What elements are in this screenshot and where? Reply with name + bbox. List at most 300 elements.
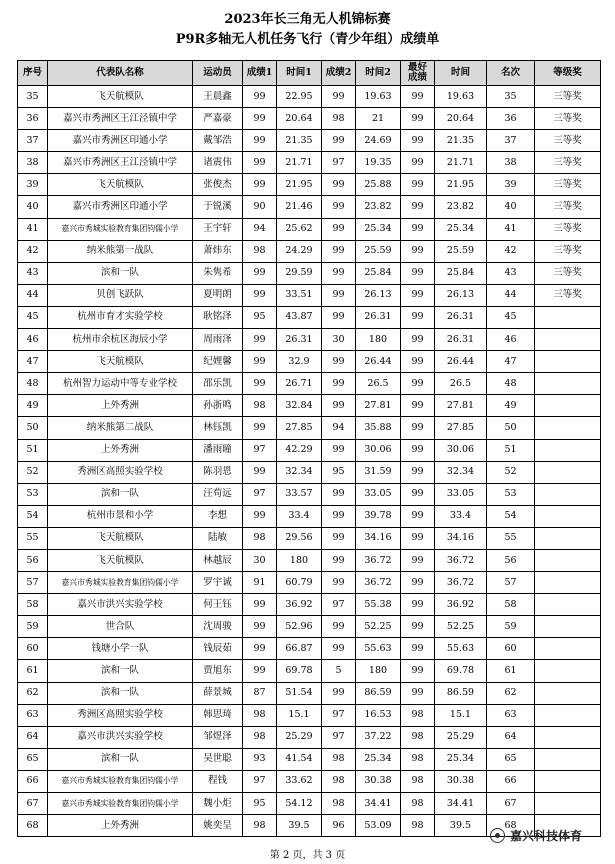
cell-rank-index: 53: [18, 483, 48, 505]
cell-score1: 30: [243, 549, 277, 571]
cell-best-time: 52.25: [435, 616, 487, 638]
cell-score2: 98: [322, 748, 356, 770]
column-header: 等级奖: [535, 61, 601, 86]
cell-team-name: 嘉兴市秀城实验教育集团钧儒小学: [48, 218, 193, 240]
cell-score1: 99: [243, 284, 277, 306]
cell-best-time: 34.41: [435, 793, 487, 815]
cell-athlete: 林钰凯: [193, 417, 243, 439]
cell-athlete: 汪苟远: [193, 483, 243, 505]
table-row: [18, 240, 601, 262]
cell-rank-index: 54: [18, 505, 48, 527]
cell-award: [535, 373, 601, 395]
cell-place: 49: [487, 395, 535, 417]
cell-team-name: 纳米熊第二战队: [48, 417, 193, 439]
cell-time2: 16.53: [356, 704, 401, 726]
cell-place: 36: [487, 108, 535, 130]
table-row: [18, 351, 601, 373]
cell-best-score: 99: [401, 549, 435, 571]
cell-rank-index: 63: [18, 704, 48, 726]
cell-score1: 99: [243, 174, 277, 196]
cell-time1: 32.9: [277, 351, 322, 373]
cell-team-name: 世合队: [48, 616, 193, 638]
cell-team-name: 上外秀洲: [48, 395, 193, 417]
cell-score2: 97: [322, 594, 356, 616]
cell-rank-index: 48: [18, 373, 48, 395]
cell-time2: 86.59: [356, 682, 401, 704]
cell-athlete: 魏小炬: [193, 793, 243, 815]
cell-score2: 99: [322, 240, 356, 262]
cell-time2: 26.5: [356, 373, 401, 395]
cell-place: 64: [487, 726, 535, 748]
cell-place: 40: [487, 196, 535, 218]
cell-score2: 99: [322, 505, 356, 527]
watermark: [490, 827, 582, 844]
cell-time2: 25.59: [356, 240, 401, 262]
cell-team-name: 嘉兴市秀洲区王江泾镇中学: [48, 108, 193, 130]
cell-rank-index: 42: [18, 240, 48, 262]
cell-score2: 96: [322, 815, 356, 837]
cell-score1: 95: [243, 793, 277, 815]
table-row: [18, 439, 601, 461]
cell-award: 三等奖: [535, 262, 601, 284]
cell-score2: 98: [322, 108, 356, 130]
cell-time2: 19.35: [356, 152, 401, 174]
cell-score2: 99: [322, 527, 356, 549]
cell-place: 46: [487, 329, 535, 351]
cell-score1: 97: [243, 439, 277, 461]
cell-time1: 20.64: [277, 108, 322, 130]
cell-rank-index: 40: [18, 196, 48, 218]
cell-athlete: 薛景城: [193, 682, 243, 704]
cell-team-name: 滨和一队: [48, 262, 193, 284]
cell-place: 68: [487, 815, 535, 837]
column-header: 序号: [18, 61, 48, 86]
cell-score2: 95: [322, 461, 356, 483]
cell-score1: 99: [243, 417, 277, 439]
cell-best-score: 99: [401, 373, 435, 395]
cell-time2: 25.34: [356, 218, 401, 240]
cell-score2: 99: [322, 572, 356, 594]
cell-athlete: 陆敏: [193, 527, 243, 549]
cell-time1: 25.62: [277, 218, 322, 240]
cell-athlete: 罗宇诚: [193, 572, 243, 594]
cell-score1: 99: [243, 594, 277, 616]
cell-place: 37: [487, 130, 535, 152]
cell-score1: 99: [243, 262, 277, 284]
cell-time1: 60.79: [277, 572, 322, 594]
cell-best-time: 25.29: [435, 726, 487, 748]
cell-award: [535, 527, 601, 549]
column-header: 名次: [487, 61, 535, 86]
cell-award: [535, 638, 601, 660]
cell-team-name: 滨和一队: [48, 483, 193, 505]
cell-best-time: 26.31: [435, 329, 487, 351]
table-header-row: [18, 61, 601, 86]
cell-award: [535, 329, 601, 351]
cell-score2: 99: [322, 130, 356, 152]
cell-rank-index: 68: [18, 815, 48, 837]
cell-time1: 52.96: [277, 616, 322, 638]
cell-best-time: 36.72: [435, 549, 487, 571]
cell-score1: 91: [243, 572, 277, 594]
cell-best-time: 36.72: [435, 572, 487, 594]
cell-athlete: 严嘉豪: [193, 108, 243, 130]
cell-best-time: 30.38: [435, 770, 487, 792]
cell-athlete: 王晨鑫: [193, 86, 243, 108]
cell-athlete: 韩思琦: [193, 704, 243, 726]
cell-best-score: 99: [401, 483, 435, 505]
table-row: [18, 793, 601, 815]
cell-time1: 21.35: [277, 130, 322, 152]
cell-award: [535, 572, 601, 594]
cell-score2: 99: [322, 638, 356, 660]
cell-time1: 39.5: [277, 815, 322, 837]
cell-rank-index: 55: [18, 527, 48, 549]
cell-athlete: 林越辰: [193, 549, 243, 571]
cell-rank-index: 45: [18, 306, 48, 328]
table-row: [18, 572, 601, 594]
cell-time1: 42.29: [277, 439, 322, 461]
cell-score2: 99: [322, 262, 356, 284]
cell-best-time: 36.92: [435, 594, 487, 616]
cell-team-name: 钱塘小学一队: [48, 638, 193, 660]
cell-award: [535, 594, 601, 616]
cell-best-score: 99: [401, 527, 435, 549]
cell-best-score: 98: [401, 704, 435, 726]
cell-best-score: 99: [401, 218, 435, 240]
cell-time2: 35.88: [356, 417, 401, 439]
cell-best-time: 26.5: [435, 373, 487, 395]
cell-rank-index: 60: [18, 638, 48, 660]
cell-rank-index: 58: [18, 594, 48, 616]
cell-rank-index: 39: [18, 174, 48, 196]
cell-score2: 99: [322, 439, 356, 461]
cell-best-score: 99: [401, 351, 435, 373]
cell-rank-index: 59: [18, 616, 48, 638]
cell-award: [535, 483, 601, 505]
cell-best-time: 19.63: [435, 86, 487, 108]
cell-award: 三等奖: [535, 284, 601, 306]
cell-time1: 21.46: [277, 196, 322, 218]
table-row: [18, 373, 601, 395]
cell-best-score: 99: [401, 262, 435, 284]
cell-team-name: 杭州市余杭区海辰小学: [48, 329, 193, 351]
cell-best-score: 99: [401, 461, 435, 483]
cell-score2: 94: [322, 417, 356, 439]
cell-score2: 98: [322, 770, 356, 792]
cell-score2: 99: [322, 196, 356, 218]
cell-score2: 99: [322, 218, 356, 240]
cell-score2: 99: [322, 351, 356, 373]
cell-athlete: 张俊杰: [193, 174, 243, 196]
cell-time2: 26.44: [356, 351, 401, 373]
table-row: [18, 549, 601, 571]
cell-best-time: 25.34: [435, 218, 487, 240]
cell-team-name: 上外秀洲: [48, 815, 193, 837]
wechat-channel-icon: [490, 828, 505, 843]
cell-time1: 29.59: [277, 262, 322, 284]
cell-score1: 98: [243, 704, 277, 726]
cell-best-score: 98: [401, 770, 435, 792]
cell-athlete: 朱隽希: [193, 262, 243, 284]
cell-team-name: 嘉兴市秀洲区王江泾镇中学: [48, 152, 193, 174]
cell-score2: 99: [322, 483, 356, 505]
cell-rank-index: 50: [18, 417, 48, 439]
cell-rank-index: 49: [18, 395, 48, 417]
table-body: [18, 86, 601, 837]
cell-time1: 26.31: [277, 329, 322, 351]
cell-athlete: 孙浙鸣: [193, 395, 243, 417]
cell-best-score: 98: [401, 748, 435, 770]
cell-team-name: 嘉兴市洪兴实验学校: [48, 726, 193, 748]
cell-time2: 25.88: [356, 174, 401, 196]
table-row: [18, 726, 601, 748]
cell-time1: 41.54: [277, 748, 322, 770]
table-row: [18, 748, 601, 770]
cell-time2: 30.06: [356, 439, 401, 461]
cell-place: 50: [487, 417, 535, 439]
cell-time1: 33.62: [277, 770, 322, 792]
column-header: 时间: [435, 61, 487, 86]
table-row: [18, 638, 601, 660]
cell-athlete: 钱辰茹: [193, 638, 243, 660]
cell-team-name: 飞天航模队: [48, 527, 193, 549]
cell-time2: 37.22: [356, 726, 401, 748]
cell-athlete: 吴世聪: [193, 748, 243, 770]
cell-team-name: 上外秀洲: [48, 439, 193, 461]
cell-best-score: 99: [401, 152, 435, 174]
cell-best-time: 25.34: [435, 748, 487, 770]
cell-place: 58: [487, 594, 535, 616]
cell-score2: 98: [322, 793, 356, 815]
cell-best-time: 30.06: [435, 439, 487, 461]
cell-time2: 53.09: [356, 815, 401, 837]
cell-athlete: 姚奕呈: [193, 815, 243, 837]
cell-time1: 51.54: [277, 682, 322, 704]
cell-athlete: 邵乐凯: [193, 373, 243, 395]
table-row: [18, 505, 601, 527]
table-row: [18, 262, 601, 284]
cell-rank-index: 38: [18, 152, 48, 174]
cell-best-time: 25.59: [435, 240, 487, 262]
cell-athlete: 王宇轩: [193, 218, 243, 240]
cell-rank-index: 37: [18, 130, 48, 152]
cell-score2: 99: [322, 616, 356, 638]
cell-rank-index: 36: [18, 108, 48, 130]
cell-place: 51: [487, 439, 535, 461]
cell-athlete: 邹煜泽: [193, 726, 243, 748]
cell-score1: 99: [243, 616, 277, 638]
cell-team-name: 嘉兴市秀城实验教育集团钧儒小学: [48, 572, 193, 594]
cell-place: 38: [487, 152, 535, 174]
cell-time1: 24.29: [277, 240, 322, 262]
cell-award: [535, 793, 601, 815]
cell-best-score: 99: [401, 306, 435, 328]
cell-best-time: 32.34: [435, 461, 487, 483]
cell-score1: 98: [243, 395, 277, 417]
cell-athlete: 陈羽恩: [193, 461, 243, 483]
cell-athlete: 于锐溪: [193, 196, 243, 218]
cell-best-score: 99: [401, 130, 435, 152]
cell-score1: 97: [243, 770, 277, 792]
cell-best-time: 26.44: [435, 351, 487, 373]
cell-place: 47: [487, 351, 535, 373]
cell-time2: 25.34: [356, 748, 401, 770]
cell-best-time: 21.71: [435, 152, 487, 174]
cell-place: 67: [487, 793, 535, 815]
cell-team-name: 嘉兴市秀城实验教育集团钧儒小学: [48, 770, 193, 792]
cell-rank-index: 44: [18, 284, 48, 306]
cell-score1: 87: [243, 682, 277, 704]
cell-score1: 97: [243, 483, 277, 505]
cell-award: 三等奖: [535, 196, 601, 218]
cell-athlete: 何王钰: [193, 594, 243, 616]
cell-time2: 33.05: [356, 483, 401, 505]
table-row: [18, 660, 601, 682]
cell-time2: 31.59: [356, 461, 401, 483]
cell-award: [535, 505, 601, 527]
cell-rank-index: 47: [18, 351, 48, 373]
table-row: [18, 395, 601, 417]
table-row: [18, 306, 601, 328]
cell-best-time: 20.64: [435, 108, 487, 130]
cell-best-score: 98: [401, 726, 435, 748]
cell-time1: 22.95: [277, 86, 322, 108]
cell-place: 45: [487, 306, 535, 328]
cell-best-score: 99: [401, 594, 435, 616]
cell-time1: 33.51: [277, 284, 322, 306]
cell-best-score: 99: [401, 174, 435, 196]
cell-place: 41: [487, 218, 535, 240]
table-row: [18, 174, 601, 196]
cell-score2: 97: [322, 152, 356, 174]
cell-rank-index: 52: [18, 461, 48, 483]
cell-best-score: 98: [401, 815, 435, 837]
cell-best-score: 99: [401, 572, 435, 594]
cell-team-name: 飞天航模队: [48, 174, 193, 196]
cell-award: [535, 704, 601, 726]
cell-time2: 34.16: [356, 527, 401, 549]
cell-score1: 99: [243, 329, 277, 351]
column-header: 成绩2: [322, 61, 356, 86]
cell-rank-index: 43: [18, 262, 48, 284]
cell-athlete: 周雨泽: [193, 329, 243, 351]
cell-score1: 93: [243, 748, 277, 770]
cell-athlete: 戴邹浩: [193, 130, 243, 152]
cell-best-score: 99: [401, 682, 435, 704]
cell-award: [535, 682, 601, 704]
cell-award: [535, 770, 601, 792]
table-row: [18, 130, 601, 152]
cell-team-name: 嘉兴市秀城实验教育集团钧儒小学: [48, 793, 193, 815]
cell-best-time: 26.13: [435, 284, 487, 306]
cell-time2: 25.84: [356, 262, 401, 284]
cell-best-time: 21.35: [435, 130, 487, 152]
column-header: 时间1: [277, 61, 322, 86]
cell-time2: 19.63: [356, 86, 401, 108]
cell-rank-index: 46: [18, 329, 48, 351]
cell-team-name: 嘉兴市洪兴实验学校: [48, 594, 193, 616]
cell-score2: 99: [322, 306, 356, 328]
cell-award: [535, 726, 601, 748]
cell-place: 43: [487, 262, 535, 284]
cell-time1: 26.71: [277, 373, 322, 395]
cell-score2: 5: [322, 660, 356, 682]
cell-score2: 99: [322, 682, 356, 704]
cell-best-time: 27.81: [435, 395, 487, 417]
cell-best-time: 27.85: [435, 417, 487, 439]
cell-time2: 21: [356, 108, 401, 130]
cell-score1: 90: [243, 196, 277, 218]
table-row: [18, 152, 601, 174]
cell-best-time: 86.59: [435, 682, 487, 704]
cell-best-time: 55.63: [435, 638, 487, 660]
column-header: 成绩1: [243, 61, 277, 86]
cell-score1: 99: [243, 86, 277, 108]
cell-time1: 32.84: [277, 395, 322, 417]
table-row: [18, 329, 601, 351]
cell-best-time: 21.95: [435, 174, 487, 196]
cell-team-name: 纳米熊第一战队: [48, 240, 193, 262]
cell-rank-index: 51: [18, 439, 48, 461]
cell-award: 三等奖: [535, 86, 601, 108]
cell-score2: 99: [322, 373, 356, 395]
table-row: [18, 284, 601, 306]
cell-time1: 15.1: [277, 704, 322, 726]
table-row: [18, 527, 601, 549]
cell-best-score: 99: [401, 240, 435, 262]
cell-score1: 98: [243, 726, 277, 748]
cell-time2: 24.69: [356, 130, 401, 152]
cell-time1: 180: [277, 549, 322, 571]
table-row: [18, 417, 601, 439]
cell-award: [535, 549, 601, 571]
cell-time1: 36.92: [277, 594, 322, 616]
cell-score2: 99: [322, 174, 356, 196]
cell-score1: 99: [243, 373, 277, 395]
cell-place: 57: [487, 572, 535, 594]
cell-time1: 33.57: [277, 483, 322, 505]
cell-team-name: 飞天航模队: [48, 86, 193, 108]
results-table: [17, 60, 601, 837]
cell-best-time: 69.78: [435, 660, 487, 682]
cell-best-score: 99: [401, 616, 435, 638]
table-row: [18, 86, 601, 108]
cell-best-score: 99: [401, 638, 435, 660]
cell-rank-index: 65: [18, 748, 48, 770]
cell-score2: 97: [322, 704, 356, 726]
cell-score1: 94: [243, 218, 277, 240]
cell-score1: 95: [243, 306, 277, 328]
cell-rank-index: 66: [18, 770, 48, 792]
cell-score1: 99: [243, 660, 277, 682]
cell-score2: 99: [322, 549, 356, 571]
cell-time2: 52.25: [356, 616, 401, 638]
table-row: [18, 770, 601, 792]
cell-award: 三等奖: [535, 240, 601, 262]
cell-award: 三等奖: [535, 174, 601, 196]
cell-place: 59: [487, 616, 535, 638]
cell-award: [535, 351, 601, 373]
cell-best-time: 23.82: [435, 196, 487, 218]
cell-team-name: 贝创飞跃队: [48, 284, 193, 306]
cell-athlete: 潘雨曈: [193, 439, 243, 461]
cell-time2: 26.31: [356, 306, 401, 328]
cell-time2: 39.78: [356, 505, 401, 527]
cell-best-score: 99: [401, 86, 435, 108]
cell-rank-index: 64: [18, 726, 48, 748]
cell-best-score: 99: [401, 395, 435, 417]
